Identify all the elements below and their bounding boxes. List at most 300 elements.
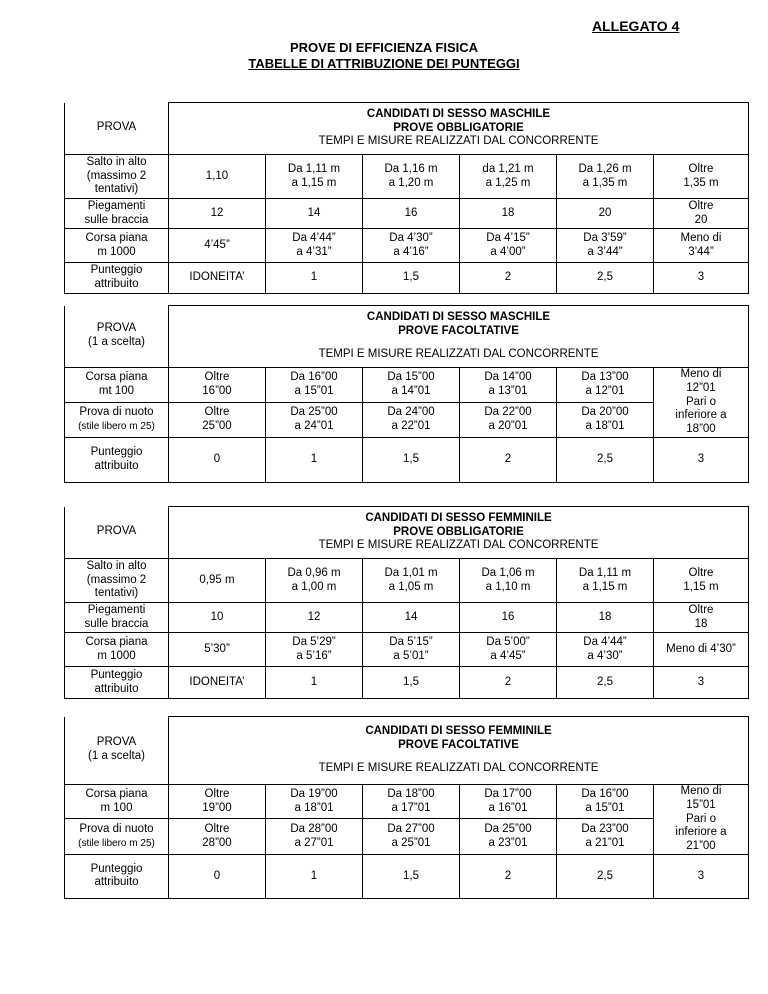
cell-line: Da 28”00 [290,822,338,835]
table-cell [363,819,460,855]
cell-line: 2,5 [597,675,613,688]
cell-line: tentativi) [94,587,139,600]
table-cell [363,368,460,403]
table-cell [460,819,557,855]
table-cell [363,263,460,294]
cell-line: Salto in alto [86,155,147,168]
table-header [169,103,749,155]
table-cell [654,263,749,294]
cell-line: Punteggio [90,264,143,277]
header-title: CANDIDATI DI SESSO FEMMINILE [365,511,552,524]
cell-line: 1,35 m [683,176,719,189]
table-row [65,263,749,294]
row-label [65,603,169,633]
cell-line: (1 a scelta) [88,336,145,349]
cell-line: Da 1,01 m [384,566,438,579]
cell-line: Salto in alto [86,559,147,572]
table-cell [557,785,654,819]
cell-line: Da 1,11 m [578,566,632,579]
cell-line: PROVA [96,322,137,335]
cell-line: 14 [307,206,321,219]
table-row [65,368,749,403]
cell-line: a 16”01 [488,801,528,814]
cell-line: 21”00 [686,840,716,853]
cell-line: Oltre [688,162,714,175]
cell-line: Prova di nuoto [79,406,154,419]
cell-line: Da 13”00 [581,371,629,384]
table-cell [557,559,654,603]
cell-line: 0 [213,453,221,466]
document-title: PROVE DI EFFICIENZA FISICA [289,40,479,55]
cell-line: mt 100 [98,384,135,397]
row-label [65,667,169,699]
cell-line: 20 [598,206,612,219]
table-row [65,559,749,603]
table-cell [169,559,266,603]
table-cell [460,603,557,633]
table-cell [266,402,363,437]
cell-line: 18 [501,206,515,219]
cell-line: sulle braccia [84,213,149,226]
table-cell [557,667,654,699]
table-cell [557,437,654,482]
row-label [65,785,169,819]
merged-cell [654,785,749,855]
table-cell [654,437,749,482]
table-row [65,437,749,482]
table-cell [266,229,363,263]
cell-line: 1 [310,869,318,882]
cell-line: a 13”01 [488,384,528,397]
table-cell [266,667,363,699]
cell-line: a 25”01 [391,836,431,849]
cell-line: Prova di nuoto [79,822,154,835]
table-cell [363,854,460,898]
cell-line: 28”00 [202,836,232,849]
prova-header [65,103,169,155]
cell-line: Pari o [685,812,717,825]
cell-line: a 5’01” [393,649,429,662]
cell-line: 14 [404,610,418,623]
cell-line: Da 5’00” [486,635,530,648]
table-cell [557,819,654,855]
table-cell [169,633,266,667]
cell-line: 18 [694,617,708,630]
cell-line: a 4’16” [393,245,429,258]
cell-line: Da 1,11 m [287,162,341,175]
cell-line: 16”00 [202,384,232,397]
table-header [169,306,749,368]
table-cell [654,155,749,199]
cell-line: Da 19”00 [290,787,338,800]
cell-line: Da 25”00 [484,822,532,835]
cell-line: 3 [697,869,705,882]
header-subtitle: TEMPI E MISURE REALIZZATI DAL CONCORRENTE [318,135,599,148]
prova-header [65,717,169,785]
header-title: CANDIDATI DI SESSO MASCHILE [366,310,551,323]
table-cell [169,402,266,437]
cell-line: attribuito [94,459,139,472]
cell-line: Da 16”00 [581,787,629,800]
cell-line: 3 [697,675,705,688]
cell-line: 25”00 [202,419,232,432]
cell-line: m 1000 [97,245,136,258]
cell-line: a 24”01 [294,419,334,432]
cell-line: Piegamenti [87,603,146,616]
table-cell [557,229,654,263]
cell-line: a 15”01 [294,384,334,397]
table-header [169,507,749,559]
cell-line: a 1,05 m [388,580,434,593]
cell-line: (massimo 2 [86,169,147,182]
table-cell [460,402,557,437]
table-cell [460,155,557,199]
cell-line: 18 [598,610,612,623]
document-subtitle: TABELLE DI ATTRIBUZIONE DEI PUNTEGGI [248,56,520,71]
cell-line: 16 [404,206,418,219]
table-cell [460,559,557,603]
table-cell [169,229,266,263]
table-cell [169,819,266,855]
row-label [65,199,169,229]
cell-line: PROVA [96,525,137,538]
score-table [64,305,749,483]
cell-line: a 21”01 [585,836,625,849]
cell-line: Oltre [204,371,230,384]
cell-line: Corsa piana [85,371,148,384]
cell-line: Oltre [204,787,230,800]
table-cell [266,368,363,403]
cell-line: IDONEITA’ [189,271,245,284]
cell-line: Da 22”00 [484,406,532,419]
table-cell [460,229,557,263]
table-cell [266,785,363,819]
cell-line: Da 23”00 [581,822,629,835]
prova-header [65,507,169,559]
cell-line: a 1,15 m [291,176,337,189]
cell-line: 18”00 [686,423,716,436]
table-cell [654,603,749,633]
table-cell [169,199,266,229]
table-cell [557,603,654,633]
cell-line: a 1,35 m [582,176,628,189]
cell-line: 2,5 [597,271,613,284]
cell-line: Da 1,26 m [578,162,632,175]
cell-line: Da 25”00 [290,406,338,419]
cell-line: 2 [504,675,512,688]
cell-line: Punteggio [90,862,143,875]
cell-line: da 1,21 m [482,162,534,175]
prova-header [65,306,169,368]
cell-line: 16 [501,610,515,623]
table-cell [363,559,460,603]
cell-line: PROVA [96,121,137,134]
cell-line: 1 [310,271,318,284]
table-row [65,603,749,633]
table-header [169,717,749,785]
cell-line: a 18”01 [585,419,625,432]
cell-line: a 4’45” [490,649,526,662]
cell-line: Corsa piana [85,787,148,800]
table-cell [266,437,363,482]
table-cell [557,402,654,437]
cell-line: a 1,25 m [485,176,531,189]
cell-line: Oltre [204,406,230,419]
table-row [65,199,749,229]
cell-line: 10 [210,610,224,623]
table-cell [654,229,749,263]
header-title: PROVE OBBLIGATORIE [393,525,524,538]
cell-line: Punteggio [90,446,143,459]
cell-line: 0,95 m [199,573,235,586]
row-label [65,633,169,667]
table-cell [169,854,266,898]
cell-line: 2 [504,271,512,284]
header-subtitle: TEMPI E MISURE REALIZZATI DAL CONCORRENTE [318,762,599,775]
row-label [65,819,169,855]
cell-line: attribuito [94,682,139,695]
table-cell [460,263,557,294]
header-subtitle: TEMPI E MISURE REALIZZATI DAL CONCORRENTE [318,539,599,552]
cell-line: Da 5’15” [389,635,433,648]
cell-line: a 1,00 m [291,580,337,593]
cell-line: 12 [307,610,321,623]
cell-line: 2 [504,869,512,882]
table-cell [266,854,363,898]
table-cell [169,155,266,199]
cell-line: 12”01 [686,381,716,394]
table-cell [169,603,266,633]
cell-line: Da 24”00 [387,406,435,419]
cell-line: 1 [310,675,318,688]
table-cell [363,603,460,633]
table-cell [169,263,266,294]
cell-line: 3 [697,453,705,466]
table-cell [266,559,363,603]
merged-cell [654,368,749,438]
cell-line: Meno di [680,368,722,380]
table-cell [363,229,460,263]
cell-line: Punteggio [90,668,143,681]
table-cell [557,263,654,294]
cell-line: sulle braccia [84,617,149,630]
cell-line: 0 [213,869,221,882]
cell-line: Meno di [680,231,722,244]
cell-line: m 100 [100,801,133,814]
cell-line: a 1,10 m [485,580,531,593]
score-table [64,716,749,899]
table-cell [266,819,363,855]
row-label [65,263,169,294]
cell-line: a 4’00” [490,245,526,258]
table-cell [460,368,557,403]
table-cell [169,785,266,819]
table-cell [654,559,749,603]
header-subtitle: TEMPI E MISURE REALIZZATI DAL CONCORRENTE [318,348,599,361]
cell-line: a 18”01 [294,801,334,814]
cell-line: 5’30” [204,642,230,655]
table-cell [363,633,460,667]
table-cell [654,199,749,229]
header-title: PROVE OBBLIGATORIE [393,121,524,134]
cell-line: 19”00 [202,801,232,814]
cell-line: a 4’31” [296,245,332,258]
table-cell [460,633,557,667]
cell-line: a 12”01 [585,384,625,397]
header-title: CANDIDATI DI SESSO MASCHILE [366,107,551,120]
table-row [65,854,749,898]
cell-line: Da 27”00 [387,822,435,835]
cell-line: Da 0,96 m [287,566,341,579]
cell-line: Oltre [688,199,714,212]
cell-line: 1,5 [403,271,419,284]
table-row [65,155,749,199]
table-cell [266,155,363,199]
cell-line: Da 15”00 [387,371,435,384]
cell-line: Meno di 4’30” [666,642,736,655]
cell-line: Da 1,06 m [481,566,535,579]
cell-line: Da 20”00 [581,406,629,419]
table-cell [266,633,363,667]
table-cell [266,199,363,229]
table-cell [363,437,460,482]
table-cell [557,155,654,199]
cell-line: Oltre [688,566,714,579]
score-table [64,506,749,699]
cell-line: 20 [694,213,708,226]
cell-line: (1 a scelta) [88,750,145,763]
cell-line: 3’44” [688,245,714,258]
cell-line: 1 [310,453,318,466]
cell-line: m 1000 [97,649,136,662]
table-row [65,402,749,437]
table-cell [266,263,363,294]
cell-line: 2,5 [597,869,613,882]
row-label-note: (stile libero m 25) [78,837,155,849]
cell-line: Meno di [680,785,722,797]
table-cell [460,667,557,699]
cell-line: 2 [504,453,512,466]
cell-line: Da 4’15” [486,231,530,244]
row-label-note: (stile libero m 25) [78,420,155,432]
cell-line: inferiore a [675,409,727,422]
allegato-label: ALLEGATO 4 [592,18,680,34]
table-cell [460,437,557,482]
cell-line: Da 1,16 m [384,162,438,175]
table-cell [557,633,654,667]
cell-line: 1,5 [403,453,419,466]
cell-line: Da 3’59” [583,231,627,244]
cell-line: 1,15 m [683,580,719,593]
cell-line: 12 [210,206,224,219]
cell-line: a 20”01 [488,419,528,432]
table-cell [654,667,749,699]
cell-line: IDONEITA’ [189,675,245,688]
cell-line: 1,5 [403,869,419,882]
table-row [65,229,749,263]
cell-line: attribuito [94,278,139,290]
cell-line: (massimo 2 [86,573,147,586]
cell-line: a 15”01 [585,801,625,814]
table-row [65,785,749,819]
cell-line: inferiore a [675,826,727,839]
table-cell [363,402,460,437]
cell-line: a 1,15 m [582,580,628,593]
cell-line: Da 17”00 [484,787,532,800]
cell-line: Da 14”00 [484,371,532,384]
table-row [65,819,749,855]
cell-line: Da 4’30” [389,231,433,244]
row-label [65,437,169,482]
cell-line: Da 5’29” [292,635,336,648]
header-title: PROVE FACOLTATIVE [398,738,519,751]
cell-line: tentativi) [94,183,139,196]
cell-line: Da 4’44” [583,635,627,648]
table-cell [363,667,460,699]
cell-line: Da 16”00 [290,371,338,384]
row-label [65,559,169,603]
table-row [65,633,749,667]
table-cell [557,199,654,229]
cell-line: a 27”01 [294,836,334,849]
table-cell [169,368,266,403]
table-cell [460,854,557,898]
cell-line: Corsa piana [85,635,148,648]
cell-line: a 14”01 [391,384,431,397]
table-cell [169,667,266,699]
cell-line: a 3’44” [587,245,623,258]
table-cell [169,437,266,482]
table-cell [460,785,557,819]
table-cell [654,633,749,667]
cell-line: a 22”01 [391,419,431,432]
cell-line: Oltre [204,822,230,835]
cell-line: 1,10 [205,169,229,182]
cell-line: 1,5 [403,675,419,688]
row-label [65,368,169,403]
cell-line: Oltre [688,603,714,616]
row-label [65,229,169,263]
cell-line: 3 [697,271,705,284]
table-row [65,667,749,699]
row-label [65,155,169,199]
header-title: PROVE FACOLTATIVE [398,324,519,337]
cell-line: Corsa piana [85,231,148,244]
table-cell [557,368,654,403]
cell-line: Piegamenti [87,199,146,212]
cell-line: Da 18”00 [387,787,435,800]
table-cell [266,603,363,633]
cell-line: 2,5 [597,453,613,466]
table-cell [654,854,749,898]
cell-line: a 1,20 m [388,176,434,189]
table-cell [363,155,460,199]
table-cell [363,199,460,229]
table-cell [460,199,557,229]
cell-line: 4’45” [204,238,230,251]
cell-line: PROVA [96,736,137,749]
cell-line: a 17”01 [391,801,431,814]
table-cell [557,854,654,898]
cell-line: a 5’16” [296,649,332,662]
cell-line: a 23”01 [488,836,528,849]
cell-line: 15”01 [686,798,716,811]
header-title: CANDIDATI DI SESSO FEMMINILE [365,724,552,737]
row-label [65,402,169,437]
score-table [64,102,749,294]
cell-line: Pari o [685,395,717,408]
table-cell [363,785,460,819]
